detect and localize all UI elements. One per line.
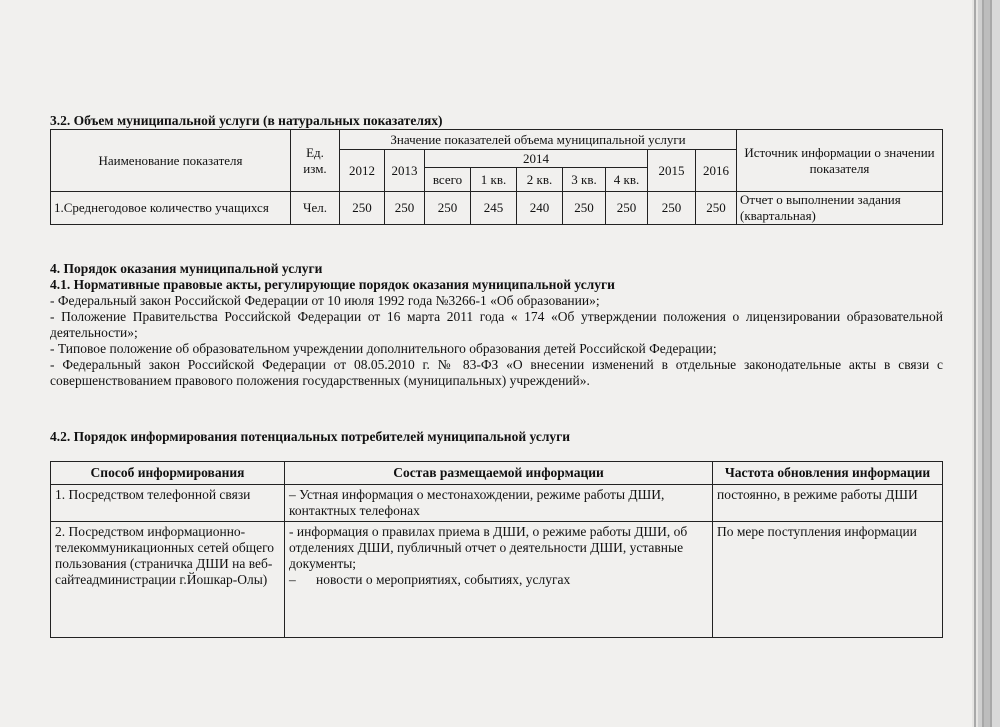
legal-act-item: - Федеральный закон Российской Федерации от 10 июля 1992 года №3266-1 «Об образовании»; xyxy=(50,293,600,308)
quarter-header: 1 кв. xyxy=(471,168,517,192)
informing-table xyxy=(50,461,943,638)
row-value: 240 xyxy=(517,192,563,225)
row-value: 250 xyxy=(425,192,471,225)
page-edge xyxy=(974,0,976,727)
row-value: 250 xyxy=(385,192,425,225)
legal-act-item: - Типовое положение об образовательном учреждении дополнительного образования детей Российской Федерации; xyxy=(50,341,717,356)
section-4-1-heading: 4.1. Нормативные правовые акты, регулирующие порядок оказания муниципальной услуги xyxy=(50,277,615,292)
col-header-source: Источник информации о значении показателя xyxy=(737,130,943,192)
year-header: 2013 xyxy=(385,150,425,192)
section-4-2-heading: 4.2. Порядок информирования потенциальных потребителей муниципальной услуги xyxy=(50,429,571,444)
legal-act-item: - Федеральный закон Российской Федерации от 08.05.2010 г. № 83-ФЗ «О внесении изменений в отдельные законодательные акты в связи с совершенствованием правового положения государственных (муниципальных) учреждений». xyxy=(50,357,943,388)
table-row xyxy=(51,522,943,638)
year-header: 2012 xyxy=(340,150,385,192)
section-4-heading: 4. Порядок оказания муниципальной услуги xyxy=(50,261,323,276)
row-value: 250 xyxy=(648,192,696,225)
content-text: - информация о правилах приема в ДШИ, о режиме работы ДШИ, об отделениях ДШИ, публичный отчет о деятельности ДШИ, уставные документы; xyxy=(289,524,688,571)
content-cell xyxy=(285,522,713,638)
col-header-method: Способ информирования xyxy=(51,462,285,485)
quarter-header: 2 кв. xyxy=(517,168,563,192)
frequency-cell: По мере поступления информации xyxy=(713,522,943,638)
row-value: 250 xyxy=(340,192,385,225)
page-edge xyxy=(990,0,992,727)
col-header-values: Значение показателей объема муниципальной услуги xyxy=(340,130,737,150)
frequency-cell: постоянно, в режиме работы ДШИ xyxy=(713,485,943,522)
year-header: 2015 xyxy=(648,150,696,192)
method-cell: 1. Посредством телефонной связи xyxy=(51,485,285,522)
row-value: 250 xyxy=(563,192,606,225)
volume-table xyxy=(50,129,943,225)
col-header-frequency: Частота обновления информации xyxy=(713,462,943,485)
quarter-header: всего xyxy=(425,168,471,192)
year-header: 2014 xyxy=(425,150,648,168)
page-edge xyxy=(982,0,984,727)
document-content xyxy=(50,113,943,638)
legal-act-item: - Положение Правительства Российской Федерации от 16 марта 2011 года « 174 «Об утверждении положения о лицензировании образовательной деятельности»; xyxy=(50,309,943,340)
col-header-name: Наименование показателя xyxy=(51,130,291,192)
quarter-header: 4 кв. xyxy=(606,168,648,192)
row-value: 250 xyxy=(696,192,737,225)
row-unit: Чел. xyxy=(291,192,340,225)
table-row xyxy=(51,485,943,522)
table-row xyxy=(51,192,943,225)
col-header-unit: Ед. изм. xyxy=(291,130,340,192)
year-header: 2016 xyxy=(696,150,737,192)
section-3-2-heading: 3.2. Объем муниципальной услуги (в натуральных показателях) xyxy=(50,113,443,128)
row-source: Отчет о выполнении задания (квартальная) xyxy=(737,192,943,225)
row-value: 250 xyxy=(606,192,648,225)
row-value: 245 xyxy=(471,192,517,225)
content-cell: – Устная информация о местонахождении, режиме работы ДШИ, контактных телефонах xyxy=(285,485,713,522)
col-header-content: Состав размещаемой информации xyxy=(285,462,713,485)
method-cell: 2. Посредством информационно-телекоммуникационных сетей общего пользования (страничка ДШИ на веб-сайтеадминистрации г.Йошкар-Олы) xyxy=(51,522,285,638)
content-news: – новости о мероприятиях, событиях, услугах xyxy=(289,572,571,587)
quarter-header: 3 кв. xyxy=(563,168,606,192)
row-name: 1.Среднегодовое количество учащихся xyxy=(51,192,291,225)
